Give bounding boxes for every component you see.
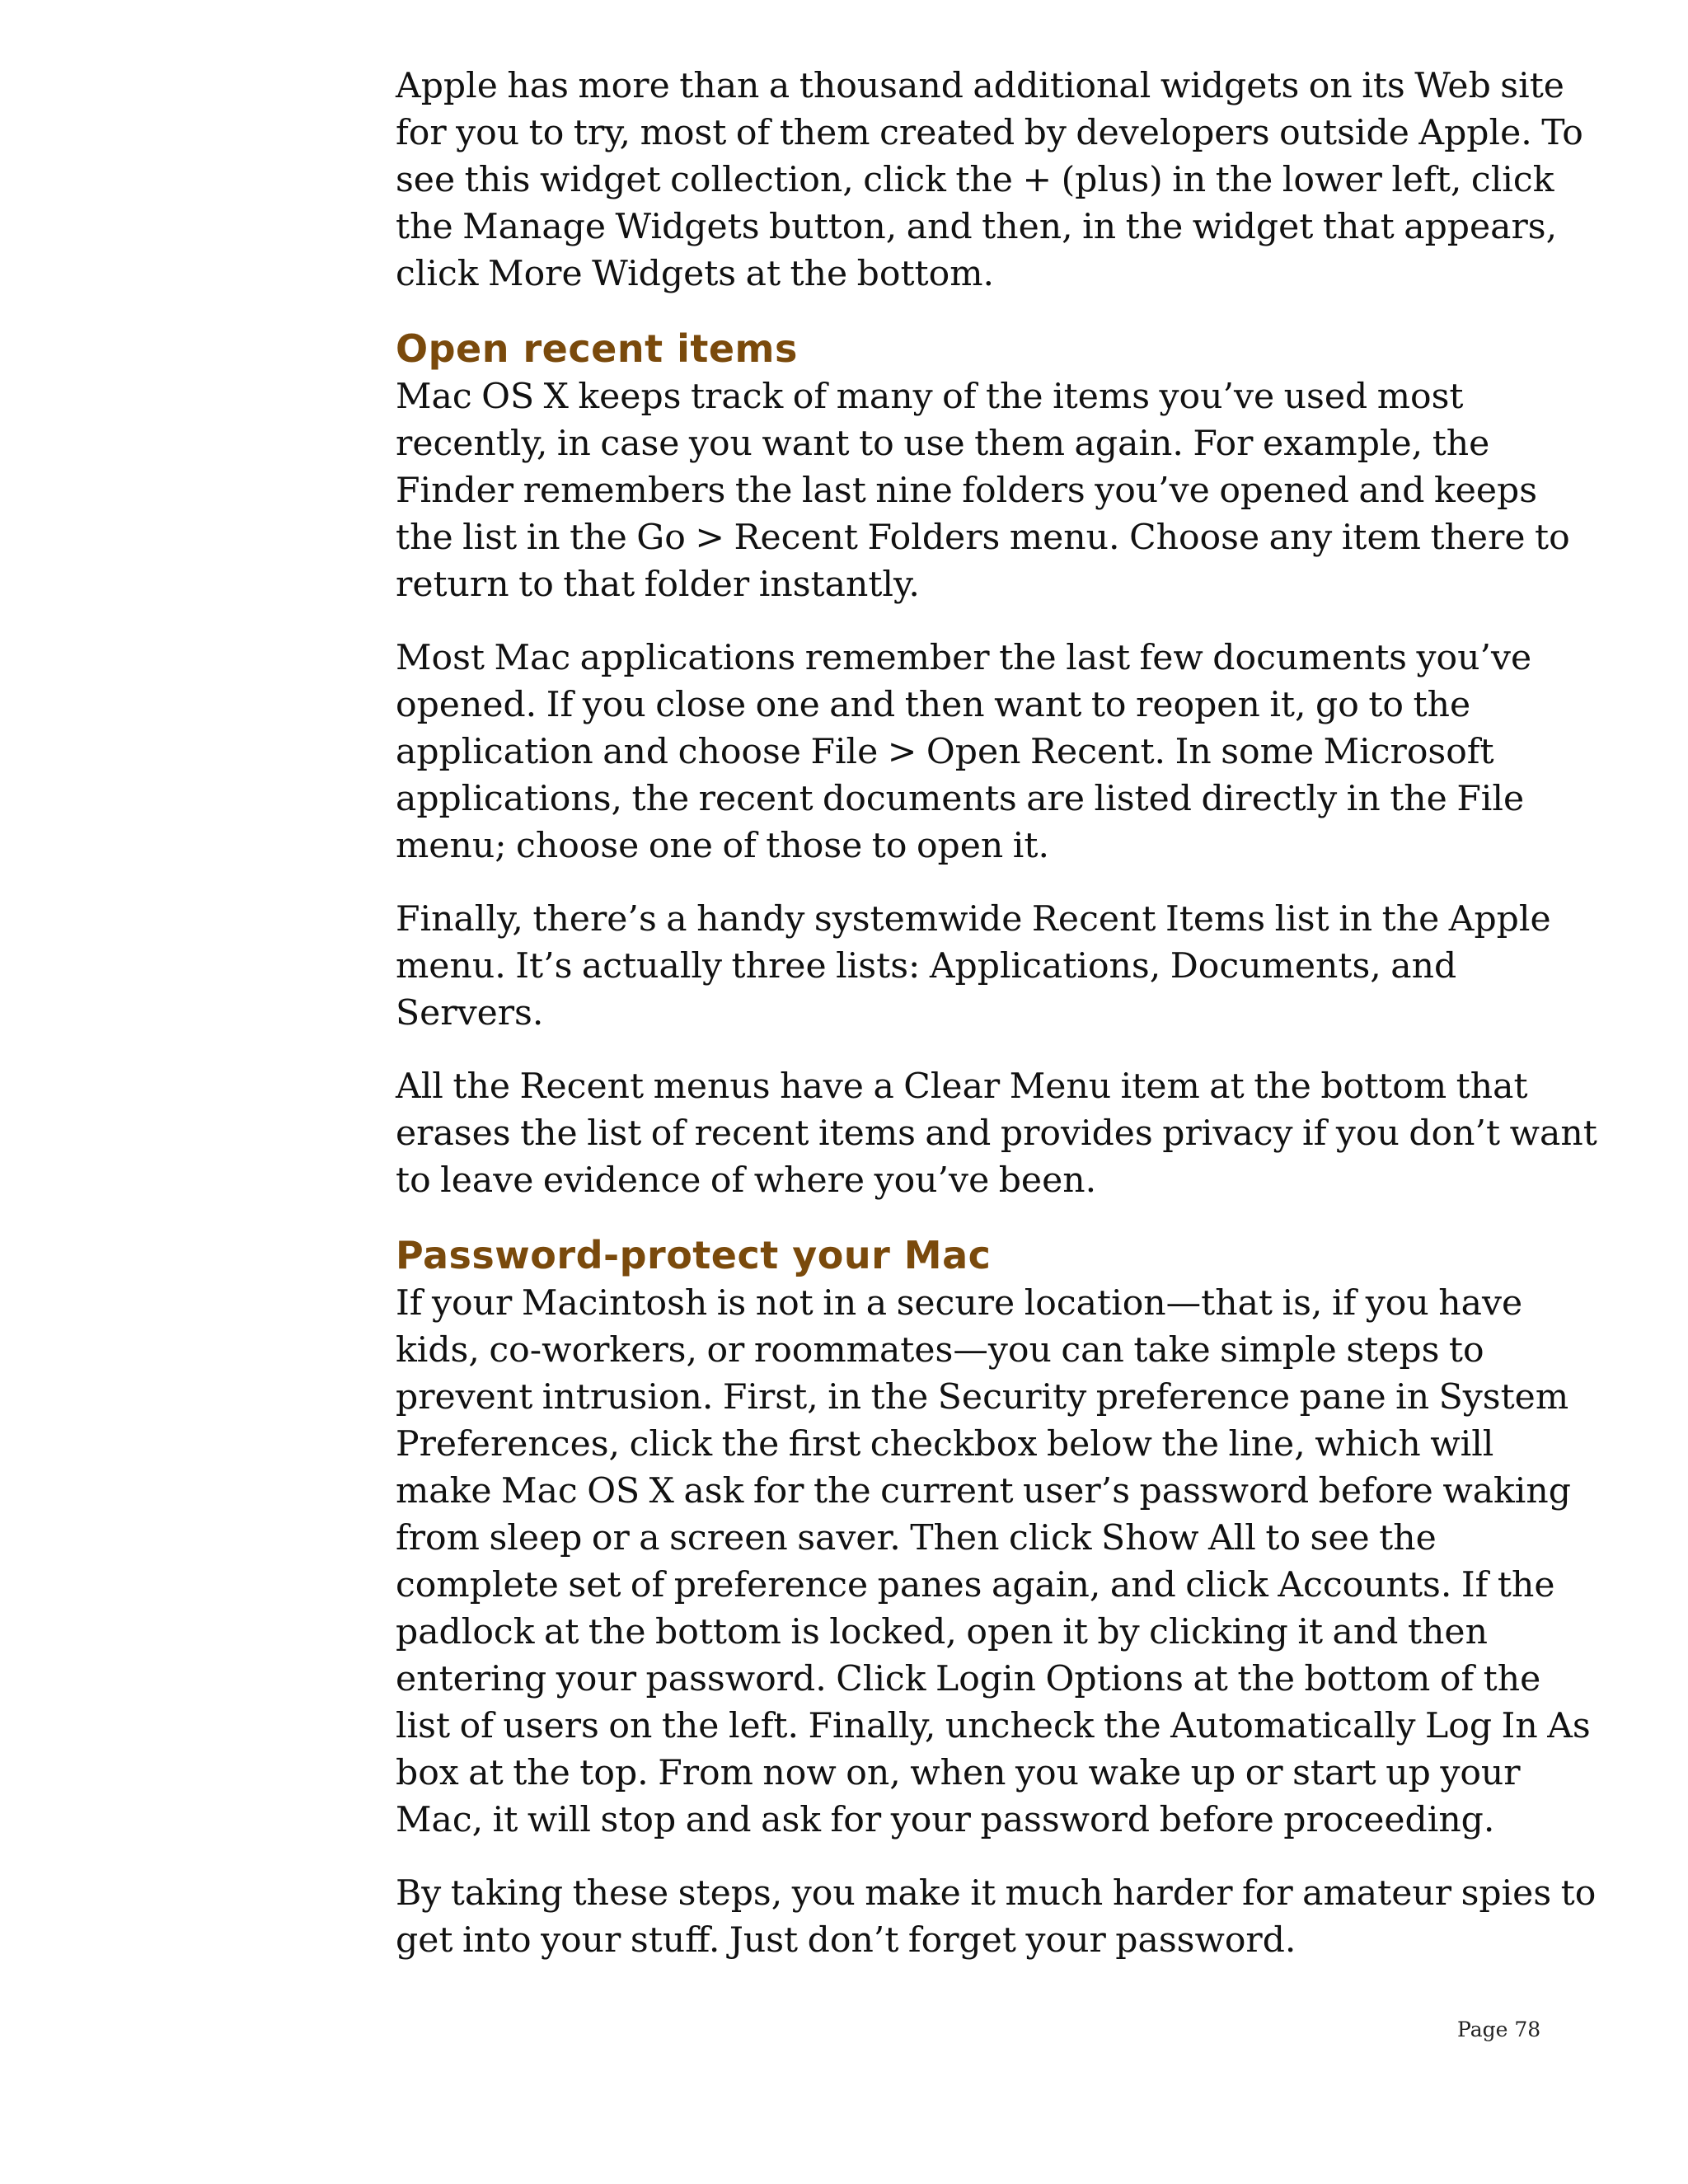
section-heading-password-protect: Password-protect your Mac xyxy=(396,1233,992,1277)
password-paragraph-1: If your Macintosh is not in a secure location—that is, if you have kids, co-workers, or roommates—you can take simple steps to prevent intrusion. First, in the Security preference pane in System Preferences, click the first checkbox below the line, which will make Mac OS X ask for the current user’s password before waking from sleep or a screen saver. Then click Show All to see the complete set of preference panes again, and click Accounts. If the padlock at the bottom is locked, open it by clicking it and then entering your password. Click Login Options at the bottom of the list of users on the left. Finally, uncheck the Automatically Log In As box at the top. From now on, when you wake up or start up your Mac, it will stop and ask for your password before proceeding. xyxy=(396,1283,1591,1840)
intro-paragraph: Apple has more than a thousand additional widgets on its Web site for you to try, most of them created by developers outside Apple. To see this widget collection, click the + (plus) in the lower left, click the Manage Widgets button, and then, in the widget that appears, click More Widgets at the bottom. xyxy=(396,66,1583,294)
recent-paragraph-4: All the Recent menus have a Clear Menu item at the bottom that erases the list of recent items and provides privacy if you don’t want to leave evidence of where you’ve been. xyxy=(396,1066,1597,1201)
page-number: Page 78 xyxy=(1457,2018,1541,2041)
recent-paragraph-2: Most Mac applications remember the last few documents you’ve opened. If you close one and then want to reopen it, go to the application and choose File > Open Recent. In some Microsoft applications, the recent documents are listed directly in the File menu; choose one of those to open it. xyxy=(396,638,1532,866)
password-paragraph-2: By taking these steps, you make it much harder for amateur spies to get into your stuff. Just don’t forget your password. xyxy=(396,1873,1597,1961)
document-page xyxy=(396,63,1599,1990)
section-heading-open-recent-items: Open recent items xyxy=(396,326,798,371)
recent-paragraph-3: Finally, there’s a handy systemwide Recent Items list in the Apple menu. It’s actually three lists: Applications, Documents, and Servers. xyxy=(396,899,1551,1033)
recent-paragraph-1: Mac OS X keeps track of many of the items you’ve used most recently, in case you want to use them again. For example, the Finder remembers the last nine folders you’ve opened and keeps the list in the Go > Recent Folders menu. Choose any item there to return to that folder instantly. xyxy=(396,377,1570,605)
